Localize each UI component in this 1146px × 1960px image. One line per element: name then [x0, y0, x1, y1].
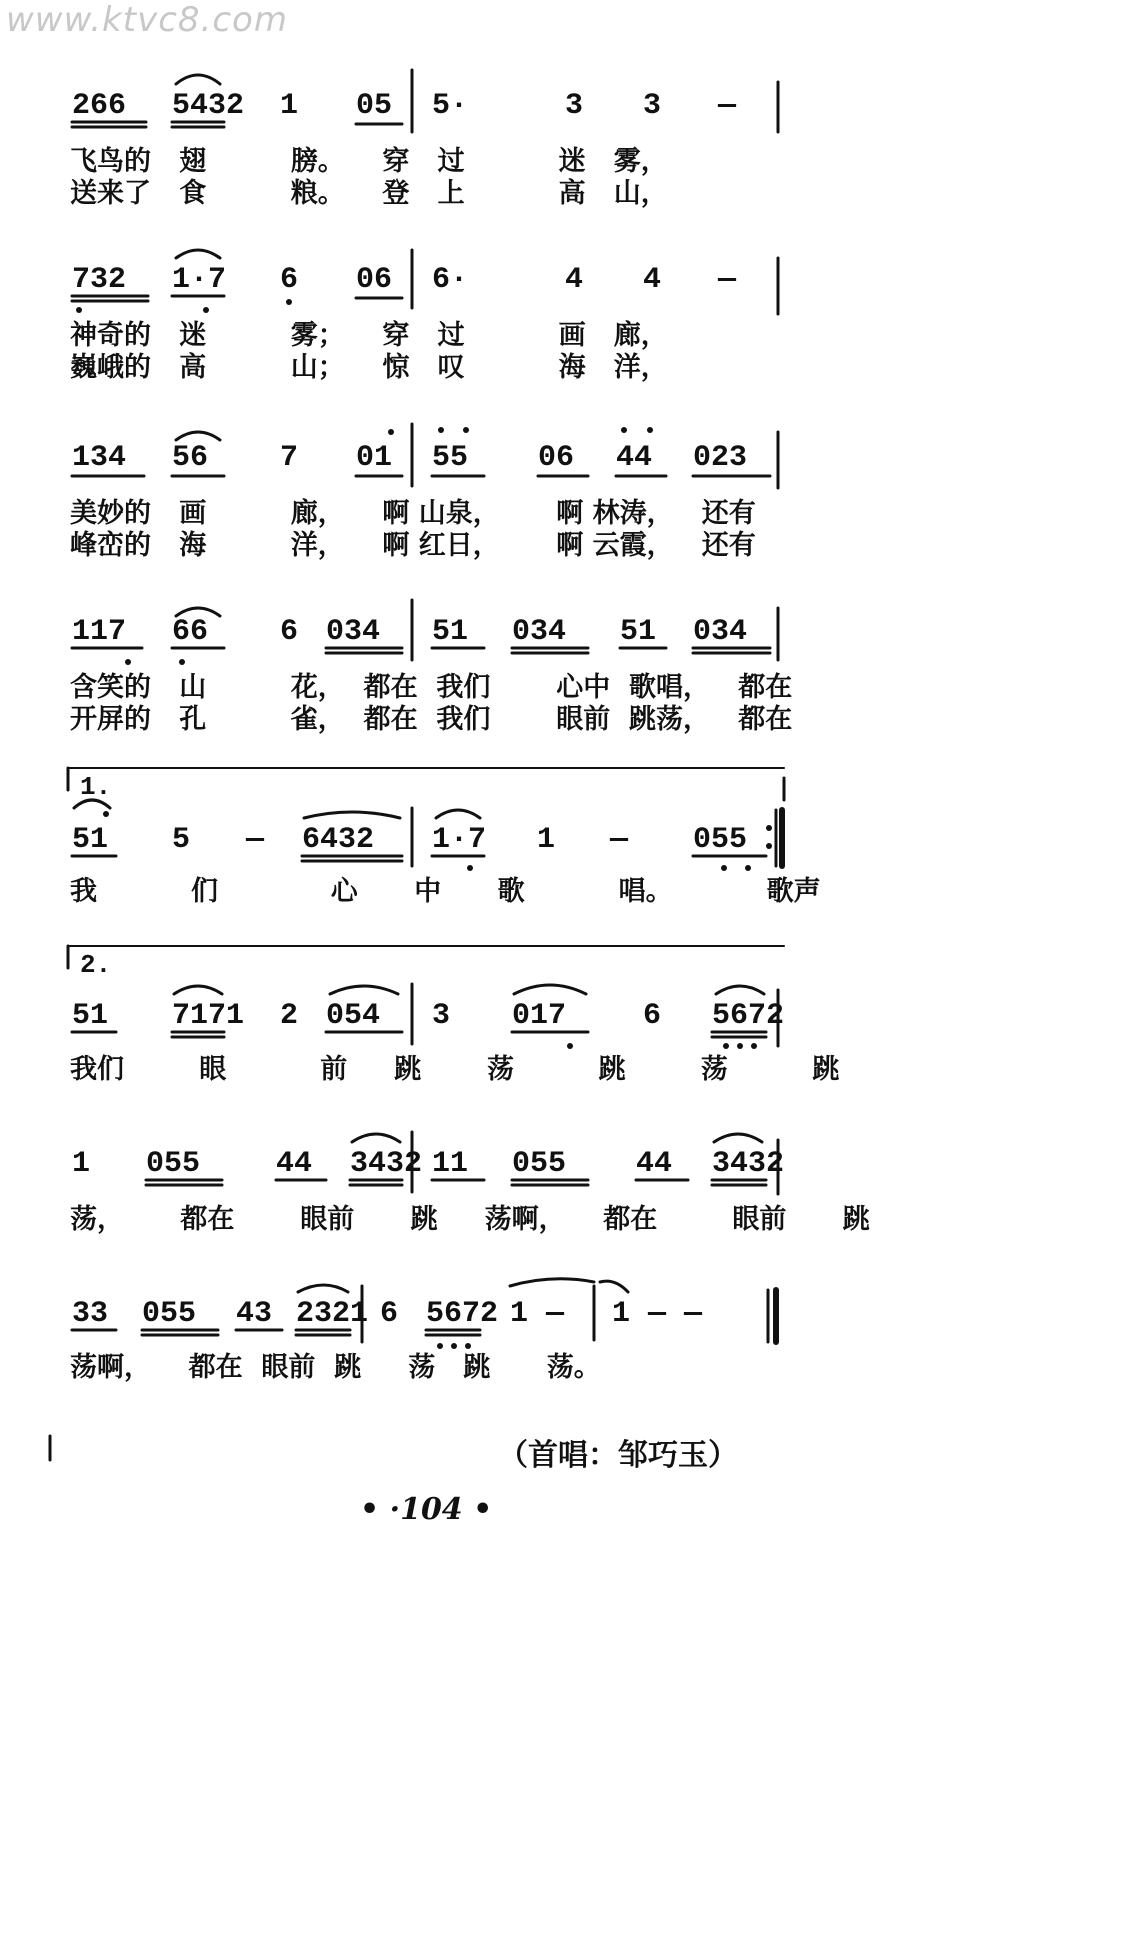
note-group: 33: [72, 1297, 109, 1331]
note-group: —: [718, 263, 737, 297]
note-group: —: [718, 89, 737, 123]
note-group: 117: [72, 615, 127, 649]
note-group: 5672: [712, 999, 785, 1033]
note-group: 56: [172, 441, 209, 475]
note-group: 1: [72, 1147, 91, 1181]
note-group: 01: [356, 441, 393, 475]
note-group: 034: [512, 615, 567, 649]
note-group: 732: [72, 263, 127, 297]
note-group: 1 —: [510, 1297, 565, 1331]
note-group: 44: [276, 1147, 313, 1181]
note-group: 66: [172, 615, 209, 649]
note-group: 2321: [296, 1297, 369, 1331]
lyric-line-1: 含笑的 山 花， 都在 我们 心中 歌唱， 都在: [70, 672, 793, 703]
note-group: 134: [72, 441, 127, 475]
lyric-line-1: 美妙的 画 廊， 啊 山泉， 啊 林涛， 还有: [70, 498, 756, 529]
note-group: 11: [432, 1147, 469, 1181]
note-group: —: [246, 823, 265, 857]
note-group: 034: [326, 615, 381, 649]
note-group: 1·7: [432, 823, 487, 857]
lyric-line-1: 荡， 都在 眼前 跳 荡啊， 都在 眼前 跳: [70, 1204, 870, 1235]
note-group: 5·: [432, 89, 469, 123]
note-group: 5432: [172, 89, 245, 123]
note-group: 6: [380, 1297, 399, 1331]
note-group: 266: [72, 89, 127, 123]
page-number: • ·104 •: [360, 1492, 493, 1527]
note-group: 44: [636, 1147, 673, 1181]
note-group: 7: [280, 441, 299, 475]
note-group: 055: [512, 1147, 567, 1181]
note-group: —: [610, 823, 629, 857]
note-group: 4: [565, 263, 584, 297]
note-group: 034: [693, 615, 748, 649]
note-group: 51: [432, 615, 469, 649]
note-group: 017: [512, 999, 567, 1033]
lyric-line-1: 神奇的 迷 雾； 穿 过 画 廊，: [70, 320, 668, 351]
note-group: 055: [146, 1147, 201, 1181]
note-group: 4: [643, 263, 662, 297]
note-group: 06: [356, 263, 393, 297]
lyric-line-1: 飞鸟的 翅 膀。 穿 过 迷 雾，: [70, 146, 668, 177]
lyric-line-1: 我们 眼 前 跳 荡 跳 荡 跳: [70, 1054, 840, 1085]
note-group: 51: [620, 615, 657, 649]
note-group: 05: [356, 89, 393, 123]
note-group: 3432: [350, 1147, 423, 1181]
note-group: 054: [326, 999, 381, 1033]
volta-label: 1.: [80, 772, 112, 802]
note-group: 51: [72, 999, 109, 1033]
note-group: 1 — —: [612, 1297, 703, 1331]
note-group: 023: [693, 441, 748, 475]
note-group: 5672: [426, 1297, 499, 1331]
lyric-line-2: 送来了 食 粮。 登 上 高 山，: [70, 178, 668, 209]
note-group: 3: [565, 89, 584, 123]
note-group: 3: [432, 999, 451, 1033]
lyric-line-1: 荡啊， 都在 眼前 跳 荡 跳 荡。: [70, 1352, 601, 1383]
note-group: 1·7: [172, 263, 227, 297]
note-group: 55: [432, 441, 469, 475]
lyric-line-2: 开屏的 孔 雀， 都在 我们 眼前 跳荡， 都在: [70, 704, 793, 735]
watermark: www.ktvc8.com: [6, 0, 288, 40]
lyric-line-2: 峰峦的 海 洋， 啊 红日， 啊 云霞， 还有: [70, 530, 756, 561]
note-group: 44: [616, 441, 653, 475]
note-group: 2: [280, 999, 299, 1033]
singer-credit: （首唱：邹巧玉）: [498, 1438, 738, 1473]
note-group: 3432: [712, 1147, 785, 1181]
note-group: 055: [142, 1297, 197, 1331]
note-group: 6432: [302, 823, 375, 857]
note-group: 7171: [172, 999, 245, 1033]
note-group: 1: [537, 823, 556, 857]
note-group: 5: [172, 823, 191, 857]
note-group: 51: [72, 823, 109, 857]
note-group: 06: [538, 441, 575, 475]
note-group: 6: [280, 263, 299, 297]
note-group: 6: [643, 999, 662, 1033]
lyric-line-1: 我 们 心 中 歌 唱。 歌声: [70, 876, 821, 907]
volta-label: 2.: [80, 950, 112, 980]
note-group: 055: [693, 823, 748, 857]
note-group: 3: [643, 89, 662, 123]
note-group: 6·: [432, 263, 469, 297]
note-group: 6: [280, 615, 299, 649]
note-group: 43: [236, 1297, 273, 1331]
note-group: 1: [280, 89, 299, 123]
lyric-line-2: 巍峨的 高 山； 惊 叹 海 洋，: [70, 352, 668, 383]
